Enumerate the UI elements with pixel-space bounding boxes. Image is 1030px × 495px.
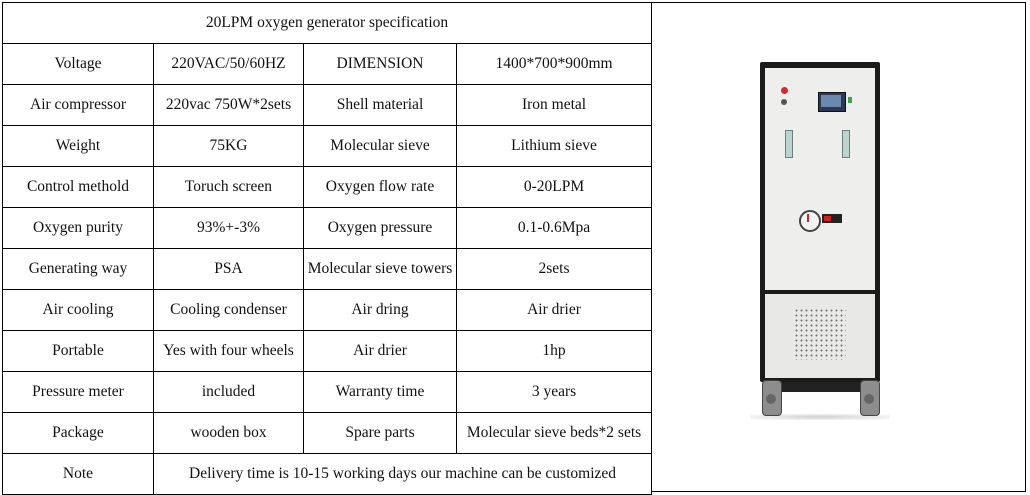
screen-display — [821, 95, 841, 107]
spec-value: PSA — [154, 249, 304, 290]
spec-value: 1400*700*900mm — [457, 44, 652, 85]
title-row — [3, 3, 652, 44]
spec-label: Oxygen purity — [3, 208, 154, 249]
table-row — [3, 44, 652, 85]
note-label: Note — [3, 454, 154, 495]
flowmeter-left — [785, 130, 793, 158]
spec-label: Air cooling — [3, 290, 154, 331]
table-row — [3, 85, 652, 126]
cabinet-base — [774, 382, 866, 392]
spec-value: Yes with four wheels — [154, 331, 304, 372]
spec-label: DIMENSION — [304, 44, 457, 85]
table-title: 20LPM oxygen generator specification — [3, 3, 652, 44]
note-text: Delivery time is 10-15 working days our machine can be customized — [154, 454, 652, 495]
flowmeter-right — [842, 130, 850, 158]
spec-value: wooden box — [154, 413, 304, 454]
spec-label: Weight — [3, 126, 154, 167]
spec-value: Cooling condenser — [154, 290, 304, 331]
table-row — [3, 249, 652, 290]
emergency-stop-icon — [781, 87, 788, 94]
spec-value: 2sets — [457, 249, 652, 290]
specification-table — [2, 2, 652, 495]
spec-label: Pressure meter — [3, 372, 154, 413]
spec-value: Iron metal — [457, 85, 652, 126]
table-row — [3, 331, 652, 372]
table-row — [3, 167, 652, 208]
spec-value: 3 years — [457, 372, 652, 413]
spec-label: Package — [3, 413, 154, 454]
spec-value: Toruch screen — [154, 167, 304, 208]
spec-label: Control methold — [3, 167, 154, 208]
wheel-hub — [766, 394, 776, 404]
table-row — [3, 290, 652, 331]
spec-value: Lithium sieve — [457, 126, 652, 167]
spec-value: included — [154, 372, 304, 413]
spec-label: Shell material — [304, 85, 457, 126]
table-row — [3, 413, 652, 454]
spec-value: 0-20LPM — [457, 167, 652, 208]
spec-label: Oxygen pressure — [304, 208, 457, 249]
spec-value: Molecular sieve beds*2 sets — [457, 413, 652, 454]
wheel-hub — [864, 394, 874, 404]
spec-label: Molecular sieve — [304, 126, 457, 167]
indicator-light-icon — [848, 97, 852, 103]
table-row — [3, 372, 652, 413]
power-switch-icon — [781, 99, 787, 105]
spec-label: Air dring — [304, 290, 457, 331]
spec-value: 93%+-3% — [154, 208, 304, 249]
spec-label: Molecular sieve towers — [304, 249, 457, 290]
pressure-gauge-icon — [799, 210, 821, 232]
spec-label: Oxygen flow rate — [304, 167, 457, 208]
spec-value: 75KG — [154, 126, 304, 167]
spec-label: Air drier — [304, 331, 457, 372]
vent-grille — [794, 308, 846, 360]
spec-value: 220vac 750W*2sets — [154, 85, 304, 126]
spec-label: Generating way — [3, 249, 154, 290]
oxygen-generator-image — [760, 62, 880, 422]
spec-value: 1hp — [457, 331, 652, 372]
table-row — [3, 126, 652, 167]
purity-display-digits — [824, 216, 831, 221]
spec-value: 220VAC/50/60HZ — [154, 44, 304, 85]
spec-label: Air compressor — [3, 85, 154, 126]
spec-value: 0.1-0.6Mpa — [457, 208, 652, 249]
table-row — [3, 208, 652, 249]
spec-label: Portable — [3, 331, 154, 372]
spec-label: Voltage — [3, 44, 154, 85]
note-row — [3, 454, 652, 495]
spec-value: Air drier — [457, 290, 652, 331]
spec-label: Spare parts — [304, 413, 457, 454]
spec-label: Warranty time — [304, 372, 457, 413]
gauge-needle — [807, 214, 809, 222]
